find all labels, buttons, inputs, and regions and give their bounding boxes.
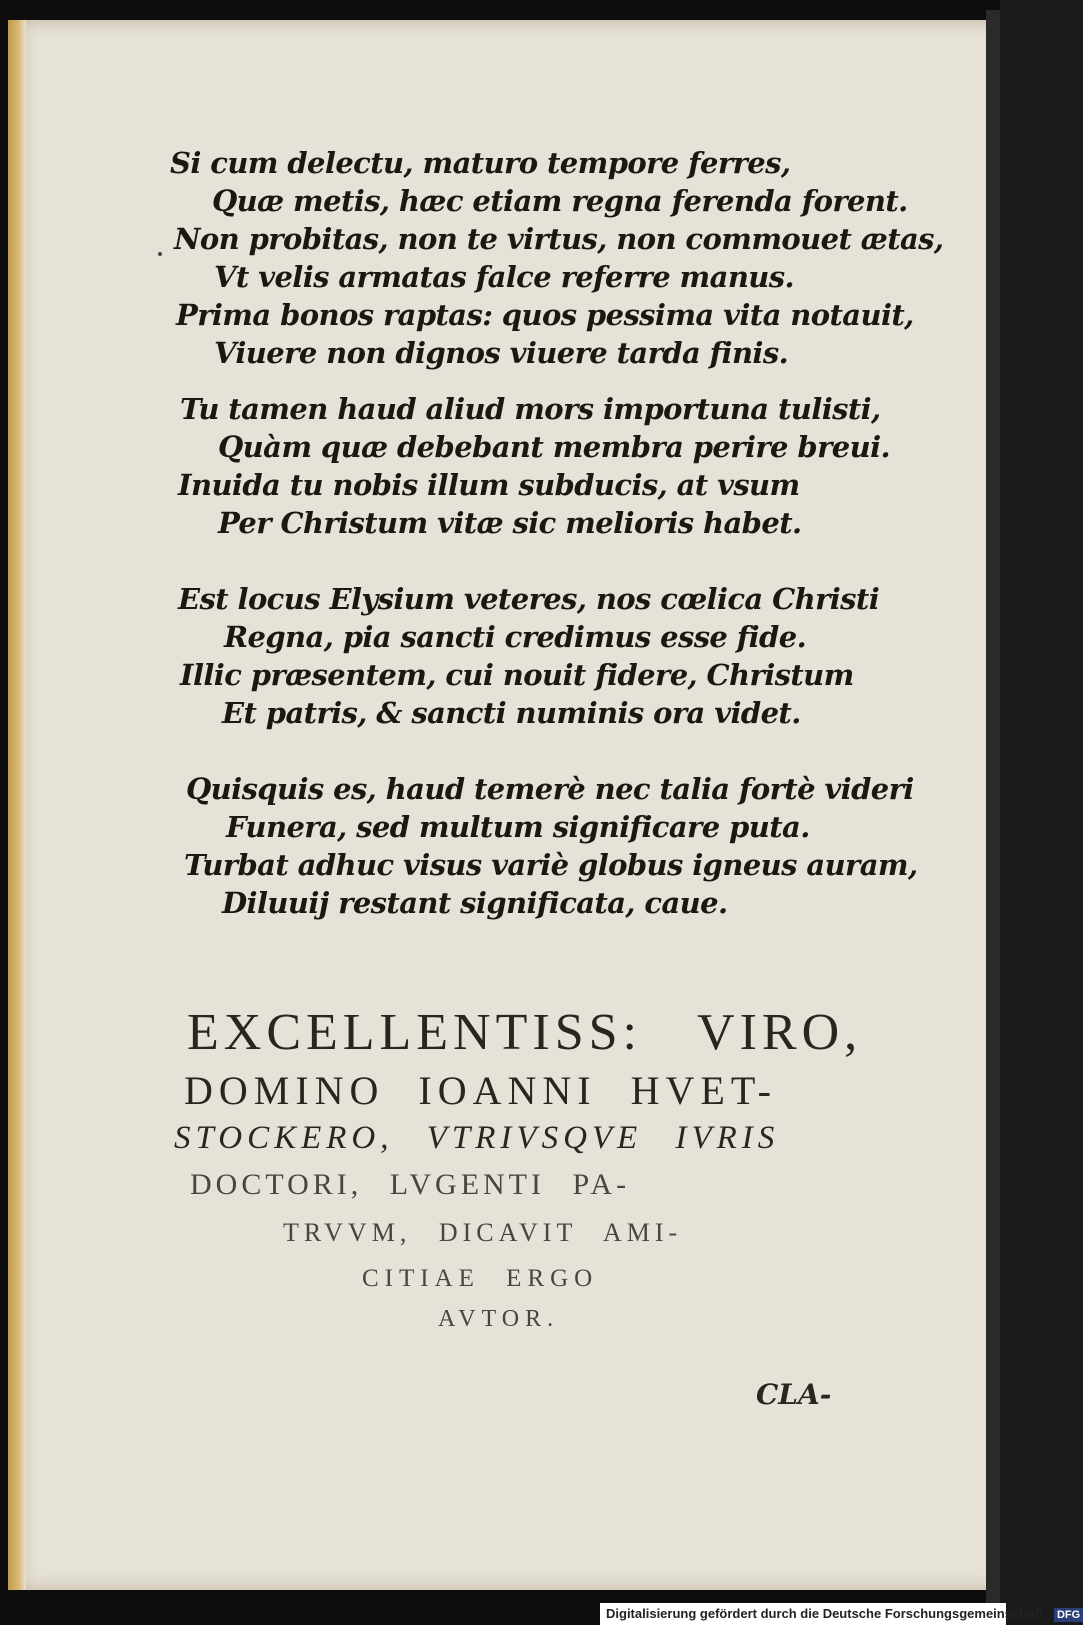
verse-line: Est locus Elysium veteres, nos cœlica Christi (178, 582, 880, 616)
verse-line: Vt velis armatas falce referre manus. (214, 260, 795, 294)
verse-line: Viuere non dignos viuere tarda finis. (214, 336, 789, 370)
verse-line: Tu tamen haud aliud mors importuna tulisti, (180, 392, 881, 426)
verse-line: Turbat adhuc visus variè globus igneus auram, (184, 848, 918, 882)
verse-line: Si cum delectu, maturo tempore ferres, (170, 146, 791, 180)
verse-line: Non probitas, non te virtus, non commouet ætas, (174, 222, 944, 256)
verse-line: Et patris, & sancti numinis ora videt. (222, 696, 801, 730)
dedication-line: AVTOR. (438, 1306, 560, 1332)
verse-line: Per Christum vitæ sic melioris habet. (218, 506, 802, 540)
verse-line: Funera, sed multum significare puta. (226, 810, 810, 844)
digitization-footer (600, 1603, 1081, 1625)
catchword: CLA- (756, 1378, 832, 1411)
dedication-line: EXCELLENTISS: VIRO, (187, 1004, 863, 1061)
ink-speck (158, 252, 162, 256)
verse-line: Quisquis es, haud temerè nec talia fortè videri (186, 772, 914, 806)
verse-line: Quàm quæ debebant membra perire breui. (218, 430, 891, 464)
verse-line: Inuida tu nobis illum subducis, at vsum (178, 468, 800, 502)
dfg-logo: DFG (1054, 1608, 1083, 1622)
dedication-line: TRVVM, DICAVIT AMI- (283, 1218, 683, 1247)
scan-right-border (986, 10, 1000, 1610)
verse-line: Prima bonos raptas: quos pessima vita notauit, (176, 298, 914, 332)
verse-line: Regna, pia sancti credimus esse fide. (224, 620, 807, 654)
dedication-line: DOMINO IOANNI HVET- (184, 1068, 777, 1113)
footer-text: Digitalisierung gefördert durch die Deutsche Forschungsgemeinschaft - (606, 1606, 1051, 1621)
dedication-line: STOCKERO, VTRIVSQVE IVRIS (174, 1120, 780, 1156)
page-gutter-edge (8, 20, 26, 1590)
verse-line: Diluuij restant significata, caue. (222, 886, 728, 920)
verse-line: Quæ metis, hæc etiam regna ferenda forent. (212, 184, 908, 218)
dedication-line: CITIAE ERGO (362, 1265, 599, 1292)
dedication-line: DOCTORI, LVGENTI PA- (190, 1168, 631, 1201)
verse-line: Illic præsentem, cui nouit fidere, Christum (180, 658, 854, 692)
